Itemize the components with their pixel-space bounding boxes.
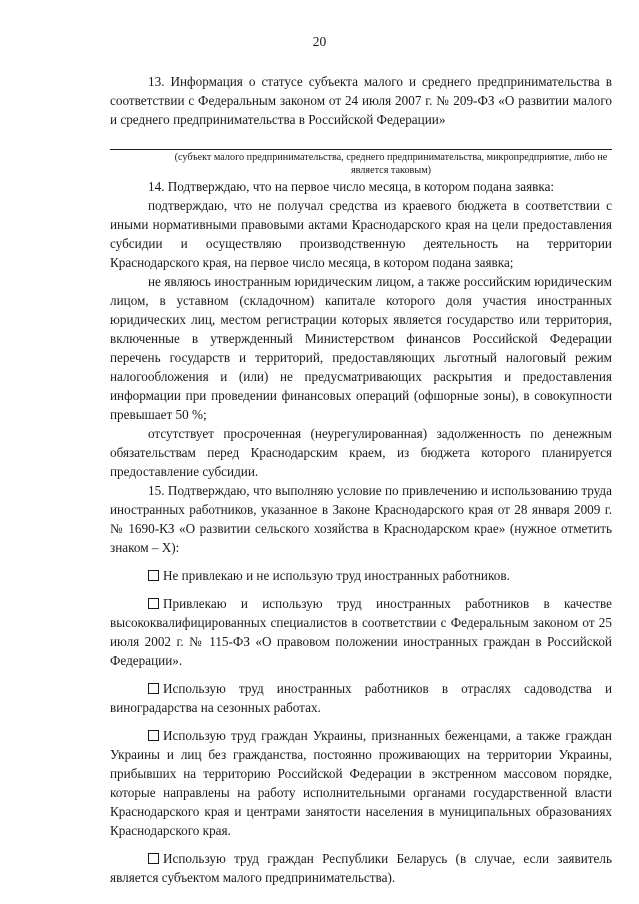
checkbox[interactable] xyxy=(148,853,159,864)
item-14-intro: 14. Подтверждаю, что на первое число месяца, в котором подана заявка: xyxy=(148,179,555,194)
option-text: Не привлекаю и не использую труд иностранных работников. xyxy=(163,568,510,583)
item-13-text: 13. Информация о статусе субъекта малого и среднего предпринимательства в соответствии с Федеральным законом от 24 июля 2007 г. № 209-ФЗ «О развитии малого и среднего предпринимательства в Российской Федерации» xyxy=(110,74,612,127)
page-number: 20 xyxy=(312,34,327,49)
checkbox[interactable] xyxy=(148,683,159,694)
option-text: Использую труд граждан Республики Беларусь (в случае, если заявитель является субъектом малого предпринимательства). xyxy=(110,851,612,885)
option-no-foreign-labor xyxy=(110,566,612,585)
item-14-paragraph-3: отсутствует просроченная (неурегулированная) задолженность по денежным обязательствам перед Краснодарским краем, из бюджета которого планируется предоставление субсидии. xyxy=(110,426,612,479)
option-text: Использую труд граждан Украины, признанных беженцами, а также граждан Украины и лиц без гражданства, постоянно проживающих на территории Украины, прибывших на территорию Российской Федерации в экстренном массовом порядке, которые направлены на работу исполнительными органами государственной власти Краснодарского края и центрами занятости населения в муниципальных образованиях Краснодарского края. xyxy=(110,728,612,838)
item-15-intro: 15. Подтверждаю, что выполняю условие по привлечению и использованию труда иностранных работников, указанное в Законе Краснодарского края от 28 января 2009 г. № 1690-КЗ «О развитии сельского хозяйства в Краснодарском крае» (нужное отметить знаком – X): xyxy=(110,483,612,555)
page-body xyxy=(110,72,612,887)
option-ukraine-citizens xyxy=(110,726,612,840)
checkbox[interactable] xyxy=(148,730,159,741)
item-14-paragraph-2: не являюсь иностранным юридическим лицом, а также российским юридическим лицом, в уставном (складочном) капитале которого доля участия иностранных юридических лиц, местом регистрации которых является государство или территория, включенные в утвержденный Министерством финансов Российской Федерации перечень государств и территорий, предоставляющих льготный налоговый режим налогообложения и (или) не предусматривающих раскрытия и предоставления информации при проведении финансовых операций (офшорные зоны), в совокупности превышает 50 %; xyxy=(110,274,612,422)
option-text: Использую труд иностранных работников в отраслях садоводства и виноградарства на сезонных работах. xyxy=(110,681,612,715)
option-seasonal-work xyxy=(110,679,612,717)
item-14-paragraph-1: подтверждаю, что не получал средства из краевого бюджета в соответствии с иными нормативными правовыми актами Краснодарского края на цели предоставления субсидии и осуществляю производственную деятельность на территории Краснодарского края, на первое число месяца, в котором подана заявка; xyxy=(110,198,612,270)
option-text: Привлекаю и использую труд иностранных работников в качестве высококвалифицированных специалистов в соответствии с Федеральным законом от 25 июля 2002 г. № 115-ФЗ «О правовом положении иностранных граждан в Российской Федерации». xyxy=(110,596,612,668)
option-high-qualified-specialists xyxy=(110,594,612,670)
option-belarus-citizens xyxy=(110,849,612,887)
status-fill-line[interactable] xyxy=(110,149,612,150)
checkbox[interactable] xyxy=(148,570,159,581)
status-field-hint: (субъект малого предпринимательства, среднего предпринимательства, микропредприятие, либо не является таковым) xyxy=(174,152,608,176)
checkbox[interactable] xyxy=(148,598,159,609)
